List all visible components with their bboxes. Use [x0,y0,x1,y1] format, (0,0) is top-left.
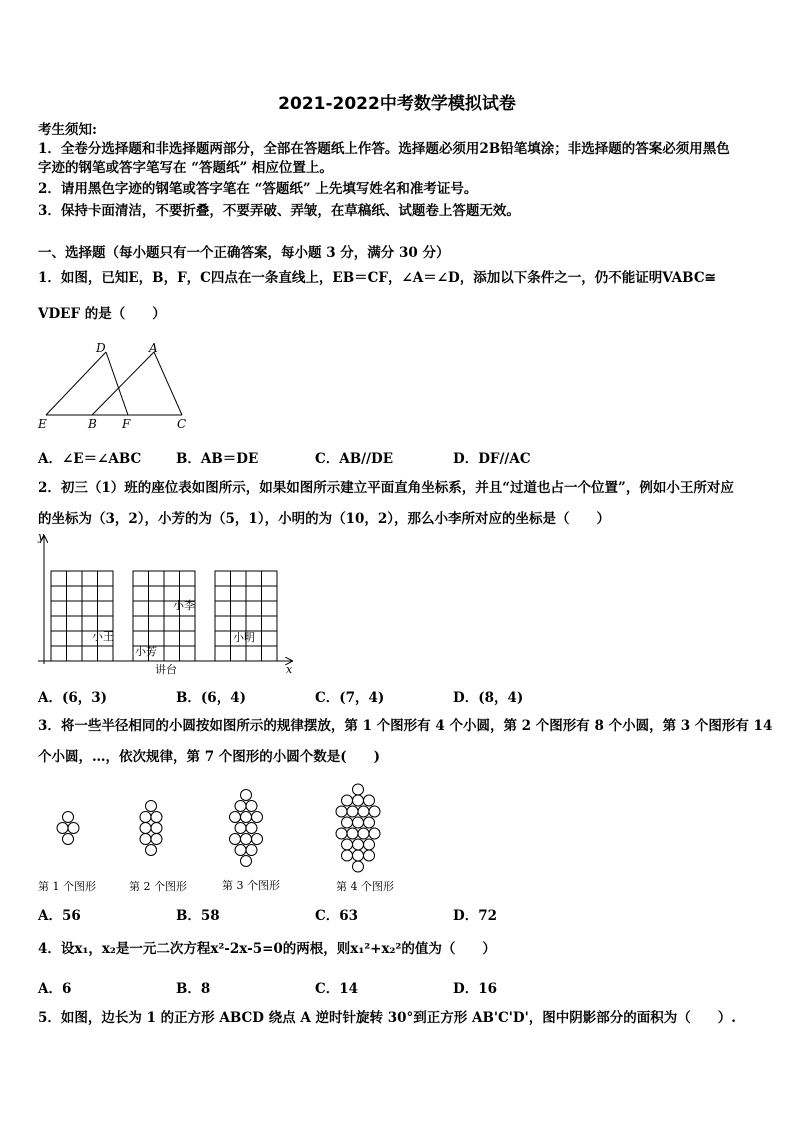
small-circle [140,812,151,823]
name-li: 小李 [173,599,195,612]
small-circle [358,828,369,839]
label-a: A [149,341,158,355]
seat-cell [215,631,231,646]
seat-cell [215,646,231,661]
seat-cell [149,601,165,616]
seat-cell [231,601,247,616]
seat-cell [82,646,98,661]
seat-cell [180,571,196,586]
seat-cell [262,601,278,616]
q2-option-a[interactable]: A．(6，3) [38,690,108,706]
notice-item-2: 2．请用黑色字迹的钢笔或答字笔在 “答题纸” 上先填写姓名和准考证号。 [38,181,478,197]
section-heading: 一、选择题（每小题只有一个正确答案，每小题 3 分，满分 30 分） [38,245,450,261]
seat-cell [164,631,180,646]
seat-cell [51,646,67,661]
seat-cell [149,631,165,646]
seat-cell [231,586,247,601]
q3-circle-pattern-figure [30,772,410,897]
small-circle [347,828,358,839]
q3-option-a[interactable]: A．56 [38,908,81,924]
label-d: D [96,341,106,355]
small-circle [140,834,151,845]
caption-fig3: 第 3 个图形 [222,879,280,892]
seat-cell [215,601,231,616]
small-circle [140,823,151,834]
q1-option-a[interactable]: A．∠E＝∠ABC [38,451,142,467]
segment-ac [154,352,182,415]
small-circle [63,812,74,823]
seat-cell [149,616,165,631]
seat-cell [246,601,262,616]
q4-option-d[interactable]: D．16 [453,981,497,997]
page-title: 2021-2022中考数学模拟试卷 [278,94,516,114]
seat-cell [67,646,83,661]
small-circle [246,823,257,834]
seat-cell [98,586,114,601]
notice-item-1-cont: 字迹的钢笔或答字笔写在 “答题纸” 相应位置上。 [38,160,333,176]
small-circle [241,834,252,845]
small-circle [364,795,375,806]
q2-option-d[interactable]: D．(8，4) [453,690,524,706]
small-circle [342,850,353,861]
seat-cell [98,616,114,631]
small-circle [230,812,241,823]
seat-cell [67,616,83,631]
segment-ba [92,352,154,415]
small-circle [241,856,252,867]
q3-option-c[interactable]: C．63 [315,908,359,924]
small-circle [364,839,375,850]
small-circle [369,828,380,839]
seat-cell [231,616,247,631]
small-circle [358,806,369,817]
small-circle [353,795,364,806]
label-b: B [88,417,97,431]
seat-cell [262,616,278,631]
seat-cell [246,571,262,586]
seat-cell [180,631,196,646]
name-fang: 小芳 [135,645,157,658]
small-circle [252,812,263,823]
q4-option-c[interactable]: C．14 [315,981,359,997]
q3-stem-line1: 3．将一些半径相同的小圆按如图所示的规律摆放，第 1 个图形有 4 个小圆，第 2 个图形有 8 个小圆，第 3 个图形有 14 [38,718,773,734]
y-axis-label: y [38,530,45,543]
small-circle [353,784,364,795]
seat-cell [262,586,278,601]
segment-df [106,352,128,415]
small-circle [353,861,364,872]
q2-seat-grid-figure [30,528,300,678]
small-circle [57,823,68,834]
small-circle [241,812,252,823]
seat-cell [246,616,262,631]
name-stage: 讲台 [155,663,177,676]
seat-cell [215,616,231,631]
small-circle [235,845,246,856]
q3-option-d[interactable]: D．72 [453,908,497,924]
seat-cell [231,646,247,661]
q1-stem-line1: 1．如图，已知E，B，F，C四点在一条直线上，EB＝CF，∠A＝∠D，添加以下条件之一，仍不能证明VABC≅ [38,270,716,286]
q4-option-a[interactable]: A．6 [38,981,72,997]
notice-item-3: 3．保持卡面清洁，不要折叠，不要弄破、弄皱，在草稿纸、试题卷上答题无效。 [38,203,520,219]
small-circle [336,806,347,817]
seat-cell [149,586,165,601]
seat-cell [262,646,278,661]
small-circle [63,834,74,845]
seat-cell [262,571,278,586]
name-ming: 小明 [233,631,255,644]
q1-option-d[interactable]: D．DF//AC [453,451,531,467]
seat-cell [51,601,67,616]
caption-fig2: 第 2 个图形 [129,880,187,893]
small-circle [342,839,353,850]
small-circle [364,850,375,861]
seat-cell [164,571,180,586]
small-circle [235,823,246,834]
q4-stem: 4．设x₁，x₂是一元二次方程x²-2x-5=0的两根，则x₁²+x₂²的值为（ ） [38,941,496,957]
seat-cell [82,571,98,586]
small-circle [241,790,252,801]
small-circle [146,845,157,856]
small-circle [342,795,353,806]
q3-option-b[interactable]: B．58 [176,908,220,924]
small-circle [230,834,241,845]
q1-option-c[interactable]: C．AB//DE [315,451,393,467]
q5-stem: 5．如图，边长为 1 的正方形 ABCD 绕点 A 逆时针旋转 30°到正方形 AB'C'D'，图中阴影部分的面积为（ ）. [38,1010,736,1026]
seat-cell [215,571,231,586]
seat-cell [133,616,149,631]
q4-option-b[interactable]: B．8 [176,981,211,997]
small-circle [364,817,375,828]
segment-ed [46,352,106,415]
small-circle [353,817,364,828]
notice-heading: 考生须知: [38,122,97,138]
small-circle [151,834,162,845]
small-circle [68,823,79,834]
seat-cell [133,571,149,586]
small-circle [336,828,347,839]
small-circle [246,845,257,856]
seat-cell [51,616,67,631]
small-circle [347,806,358,817]
seat-cell [51,571,67,586]
x-axis-label: x [286,663,293,676]
label-c: C [177,417,187,431]
q1-option-b[interactable]: B．AB＝DE [176,451,259,467]
small-circle [235,801,246,812]
seat-cell [67,601,83,616]
seat-cell [67,631,83,646]
seat-cell [51,631,67,646]
small-circle [151,823,162,834]
notice-item-1: 1．全卷分选择题和非选择题两部分，全部在答题纸上作答。选择题必须用2B铅笔填涂；非选择题的答案必须用黑色 [38,141,730,157]
seat-cell [82,616,98,631]
q2-option-c[interactable]: C．(7，4) [315,690,385,706]
seat-cell [82,601,98,616]
seat-cell [231,571,247,586]
small-circle [353,839,364,850]
seat-cell [149,571,165,586]
caption-fig4: 第 4 个图形 [336,880,394,893]
name-wang: 小王 [92,630,114,643]
seat-cell [215,586,231,601]
seat-cell [180,616,196,631]
small-circle [146,801,157,812]
q1-triangle-figure [34,340,194,435]
small-circle [246,801,257,812]
seat-cell [98,646,114,661]
seat-cell [133,631,149,646]
seat-cell [51,586,67,601]
small-circle [252,834,263,845]
small-circle [151,812,162,823]
label-f: F [122,417,131,431]
seat-cell [133,586,149,601]
q2-stem-line1: 2．初三（1）班的座位表如图所示，如果如图所示建立平面直角坐标系，并且“过道也占一个位置”，例如小王所对应 [38,480,734,496]
q1-stem-line2: VDEF 的是（ ） [38,306,166,322]
seat-cell [98,571,114,586]
seat-cell [246,646,262,661]
seat-cell [164,616,180,631]
seat-cell [67,586,83,601]
seat-cell [133,601,149,616]
seat-cell [67,571,83,586]
q2-stem-line2: 的坐标为（3，2），小芳的为（5，1），小明的为（10，2），那么小李所对应的坐标是（ ） [38,511,611,527]
seat-cell [246,586,262,601]
label-e: E [38,417,47,431]
q2-option-b[interactable]: B．(6，4) [176,690,246,706]
seat-cell [164,646,180,661]
q3-stem-line2: 个小圆，…，依次规律，第 7 个图形的小圆个数是( ) [38,749,381,765]
seat-cell [262,631,278,646]
small-circle [369,806,380,817]
caption-fig1: 第 1 个图形 [38,880,96,893]
small-circle [353,850,364,861]
seat-cell [82,586,98,601]
seat-cell [98,601,114,616]
seat-cell [180,646,196,661]
small-circle [342,817,353,828]
